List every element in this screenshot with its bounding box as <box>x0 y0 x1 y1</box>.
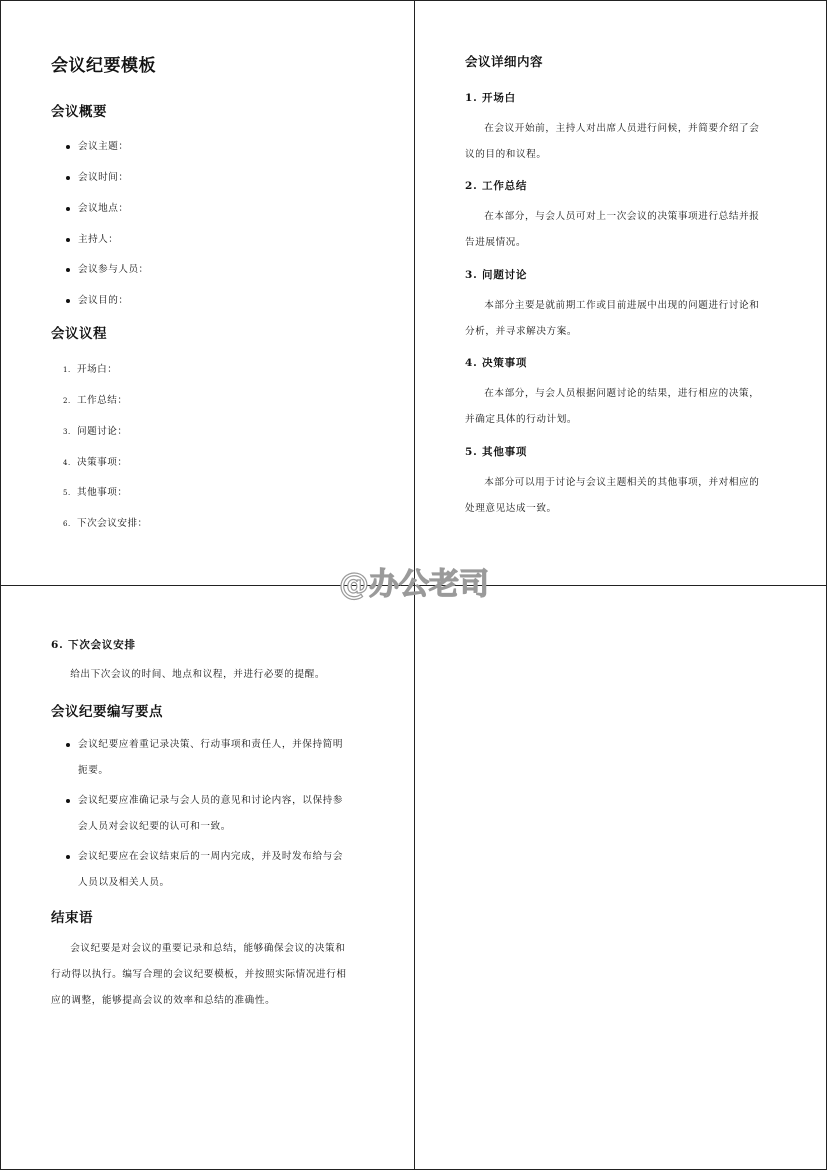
section-body: 在会议开始前，主持人对出席人员进行问候，并简要介绍了会 议的目的和议程。 <box>465 123 760 160</box>
bullet-icon <box>66 799 70 803</box>
agenda-item: 6. 下次会议安排： <box>63 518 148 529</box>
overview-item: 会议时间： <box>66 169 128 183</box>
writing-point-item: 会议纪要应着重记录决策、行动事项和责任人，并保持简明 扼要。 <box>66 732 366 784</box>
conclusion-body: 会议纪要是对会议的重要记录和总结，能够确保会议的决策和 行动得以执行。编写合理的会议纪要模板，并按照实际情况进行相 应的调整，能够提高会议的效率和总结的准确性。 <box>51 943 347 1006</box>
overview-item: 会议参与人员： <box>66 261 149 275</box>
page-2 <box>414 0 827 586</box>
bullet-icon <box>66 299 70 303</box>
bullet-icon <box>66 743 70 747</box>
bullet-icon <box>66 268 70 272</box>
section-title: 3. 问题讨论 <box>465 269 528 281</box>
section-body: 在本部分，与会人员可对上一次会议的决策事项进行总结并报 告进展情况。 <box>465 211 760 248</box>
next-meeting-body: 给出下次会议的时间、地点和议程，并进行必要的提醒。 <box>70 669 326 680</box>
overview-item: 主持人： <box>66 231 118 245</box>
details-heading: 会议详细内容 <box>465 54 544 69</box>
page-1 <box>0 0 415 586</box>
section-title: 2. 工作总结 <box>465 180 528 192</box>
agenda-item: 3. 问题讨论： <box>63 426 128 437</box>
writing-points-heading: 会议纪要编写要点 <box>51 704 163 720</box>
page-3 <box>0 585 415 1170</box>
conclusion-heading: 结束语 <box>51 910 93 926</box>
overview-heading: 会议概要 <box>51 104 107 120</box>
agenda-item: 2. 工作总结： <box>63 395 128 406</box>
section-body: 在本部分，与会人员根据问题讨论的结果，进行相应的决策， 并确定具体的行动计划。 <box>465 388 760 425</box>
bullet-icon <box>66 238 70 242</box>
section-title: 4. 决策事项 <box>465 357 528 369</box>
overview-item: 会议地点： <box>66 200 128 214</box>
bullet-icon <box>66 176 70 180</box>
agenda-heading: 会议议程 <box>51 326 107 342</box>
writing-point-item: 会议纪要应在会议结束后的一周内完成，并及时发布给与会 人员以及相关人员。 <box>66 844 366 896</box>
overview-item: 会议目的： <box>66 292 128 306</box>
watermark: @办公老司 <box>339 567 489 602</box>
agenda-item: 5. 其他事项： <box>63 487 128 498</box>
bullet-icon <box>66 145 70 149</box>
agenda-item: 1. 开场白： <box>63 364 118 375</box>
bullet-icon <box>66 207 70 211</box>
writing-point-item: 会议纪要应准确记录与会人员的意见和讨论内容，以保持参 会人员对会议纪要的认可和一致。 <box>66 788 366 840</box>
section-body: 本部分主要是就前期工作或目前进展中出现的问题进行讨论和 分析，并寻求解决方案。 <box>465 300 760 337</box>
next-meeting-title: 6. 下次会议安排 <box>51 639 136 651</box>
page-4 <box>414 585 827 1170</box>
section-title: 5. 其他事项 <box>465 446 528 458</box>
overview-item: 会议主题： <box>66 138 128 152</box>
section-title: 1. 开场白 <box>465 92 516 104</box>
section-body: 本部分可以用于讨论与会议主题相关的其他事项，并对相应的 处理意见达成一致。 <box>465 477 760 514</box>
document-title: 会议纪要模板 <box>51 56 156 76</box>
agenda-item: 4. 决策事项： <box>63 457 128 468</box>
bullet-icon <box>66 855 70 859</box>
